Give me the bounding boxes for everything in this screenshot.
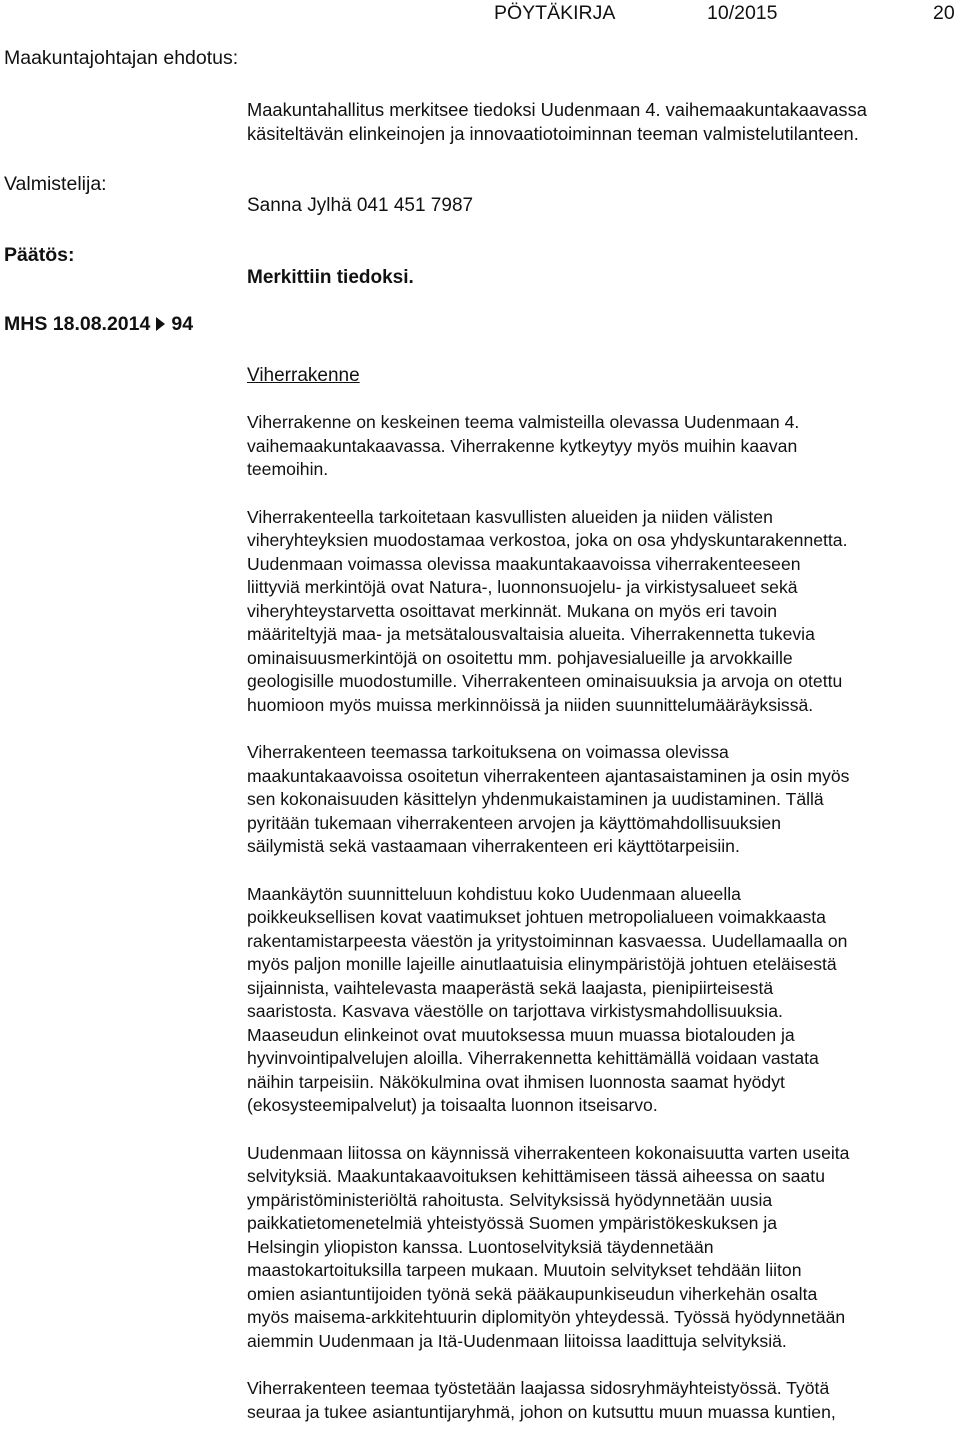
text-line: viheryhteystarvetta osoittavat merkinnät. Mukana on myös eri tavoin bbox=[247, 600, 778, 621]
arrow-right-icon bbox=[156, 317, 165, 331]
text-line: määriteltyjä maa- ja metsätalousvaltaisia alueita. Viherrakennetta tukevia bbox=[247, 624, 815, 644]
text-line: Uudenmaan liitossa on käynnissä viherrakenteen kokonaisuutta varten useita bbox=[247, 1142, 850, 1163]
text-line: sijainnista, vaihtelevasta maaperästä sekä laajasta, pienipiirteisestä bbox=[247, 977, 774, 998]
text-line: (ekosysteemipalvelut) ja toisaalta luonnon itseisarvo. bbox=[247, 1095, 658, 1115]
text-line: maastokartoituksilla tarpeen mukaan. Muutoin selvitykset tehdään liiton bbox=[247, 1260, 802, 1280]
text-line: Viherrakenne on keskeinen teema valmisteilla olevassa Uudenmaan 4. bbox=[247, 412, 800, 432]
text-line: seuraa ja tukee asiantuntijaryhmä, johon on kutsuttu muun muassa kuntien, bbox=[247, 1401, 836, 1422]
page-number: 20 bbox=[933, 2, 955, 24]
text-line: geologisille muodostumille. Viherrakenteen ominaisuuksia ja arvoja on otettu bbox=[247, 671, 843, 691]
text-line: huomioon myös muissa merkinnöissä ja niiden suunnittelumääräyksissä. bbox=[247, 694, 814, 715]
text-line: ominaisuusmerkintöjä on osoitettu mm. pohjavesialueille ja arvokkaille bbox=[247, 647, 793, 668]
proposal-line: käsiteltävän elinkeinojen ja innovaatiotoiminnan teeman valmistelutilanteen. bbox=[247, 122, 859, 144]
text-line: Viherrakenteen teemassa tarkoituksena on voimassa olevissa bbox=[247, 742, 729, 762]
paragraph bbox=[247, 411, 957, 482]
text-line: ympäristöministeriöltä rahoitusta. Selvityksissä hyödynnetään uusia bbox=[247, 1189, 773, 1210]
text-line: paikkatietomenetelmiä yhteistyössä Suomen ympäristökeskuksen ja bbox=[247, 1213, 778, 1233]
text-line: Uudenmaan voimassa olevissa maakuntakaavoissa viherrakenteeseen bbox=[247, 553, 801, 574]
text-line: myös paljon monille lajeille ainutlaatuisia elinympäristöjä johtuen eteläisestä bbox=[247, 954, 837, 974]
paragraph bbox=[247, 1377, 957, 1424]
page-header bbox=[0, 2, 960, 30]
paragraph bbox=[247, 883, 957, 1118]
text-line: selvityksiä. Maakuntakaavoituksen kehittämiseen tässä aiheessa on saatu bbox=[247, 1166, 825, 1186]
text-line: pyritään tukemaan viherrakenteen arvojen ja käyttömahdollisuuksien bbox=[247, 812, 781, 833]
text-line: näihin tarpeisiin. Näkökulmina ovat ihmisen luonnosta saamat hyödyt bbox=[247, 1071, 785, 1092]
text-line: Viherrakenteen teemaa työstetään laajassa sidosryhmäyhteistyössä. Työtä bbox=[247, 1378, 830, 1398]
section-title: Viherrakenne bbox=[247, 365, 360, 386]
text-line: poikkeuksellisen kovat vaatimukset johtuen metropolialueen voimakkaasta bbox=[247, 907, 826, 927]
body-text bbox=[247, 411, 957, 1448]
paragraph bbox=[247, 506, 957, 718]
text-line: myös maisema-arkkitehtuurin diplomityön yhteydessä. Työssä hyödynnetään bbox=[247, 1307, 846, 1327]
text-line: rakentamistarpeesta väestön ja yritystoiminnan kasvaessa. Uudellamaalla on bbox=[247, 930, 848, 951]
text-line: sen kokonaisuuden käsittelyn yhdenmukaistaminen ja uudistaminen. Tällä bbox=[247, 789, 824, 809]
proposal-text bbox=[247, 98, 957, 145]
proposal-line: Maakuntahallitus merkitsee tiedoksi Uudenmaan 4. vaihemaakuntakaavassa bbox=[247, 99, 867, 120]
text-line: saaristosta. Kasvava väestölle on tarjottava virkistysmahdollisuuksia. bbox=[247, 1001, 783, 1021]
preparer-label: Valmistelija: bbox=[4, 173, 107, 195]
text-line: Maankäytön suunnitteluun kohdistuu koko Uudenmaan alueella bbox=[247, 883, 741, 904]
paragraph bbox=[247, 1142, 957, 1354]
text-line: aiemmin Uudenmaan ja Itä-Uudenmaan liitoissa laadittuja selvityksiä. bbox=[247, 1330, 787, 1351]
decision-value: Merkittiin tiedoksi. bbox=[247, 267, 414, 288]
text-line: liittyviä merkintöjä ovat Natura-, luonnonsuojelu- ja virkistysalueet sekä bbox=[247, 577, 798, 597]
meeting-reference: MHS 18.08.2014 bbox=[4, 313, 151, 335]
text-line: vaihemaakuntakaavassa. Viherrakenne kytkeytyy myös muihin kaavan bbox=[247, 435, 798, 456]
text-line: Maaseudun elinkeinot ovat muutoksessa muun muassa biotalouden ja bbox=[247, 1024, 795, 1045]
text-line: omien asiantuntijoiden työnä sekä pääkaupunkiseudun viherkehän osalta bbox=[247, 1283, 818, 1304]
document-type: PÖYTÄKIRJA bbox=[494, 2, 616, 24]
paragraph bbox=[247, 741, 957, 859]
text-line: säilymistä sekä vastaamaan viherrakenteen eri käyttötarpeisiin. bbox=[247, 836, 740, 856]
document-number: 10/2015 bbox=[707, 2, 778, 24]
text-line: hyvinvointipalvelujen aloilla. Viherrakennetta kehittämällä voidaan vastata bbox=[247, 1048, 819, 1068]
proposal-label: Maakuntajohtajan ehdotus: bbox=[4, 47, 239, 69]
text-line: teemoihin. bbox=[247, 459, 329, 479]
text-line: Helsingin yliopiston kanssa. Luontoselvityksiä täydennetään bbox=[247, 1236, 714, 1257]
section-reference bbox=[4, 313, 193, 336]
preparer-value: Sanna Jylhä 041 451 7987 bbox=[247, 195, 474, 216]
decision-label: Päätös: bbox=[4, 244, 75, 266]
text-line: maakuntakaavoissa osoitetun viherrakenteen ajantasaistaminen ja osin myös bbox=[247, 765, 850, 786]
text-line: viheryhteyksien muodostamaa verkostoa, joka on osa yhdyskuntarakennetta. bbox=[247, 530, 848, 550]
section-number: 94 bbox=[171, 313, 194, 335]
text-line: Viherrakenteella tarkoitetaan kasvullisten alueiden ja niiden välisten bbox=[247, 506, 773, 527]
